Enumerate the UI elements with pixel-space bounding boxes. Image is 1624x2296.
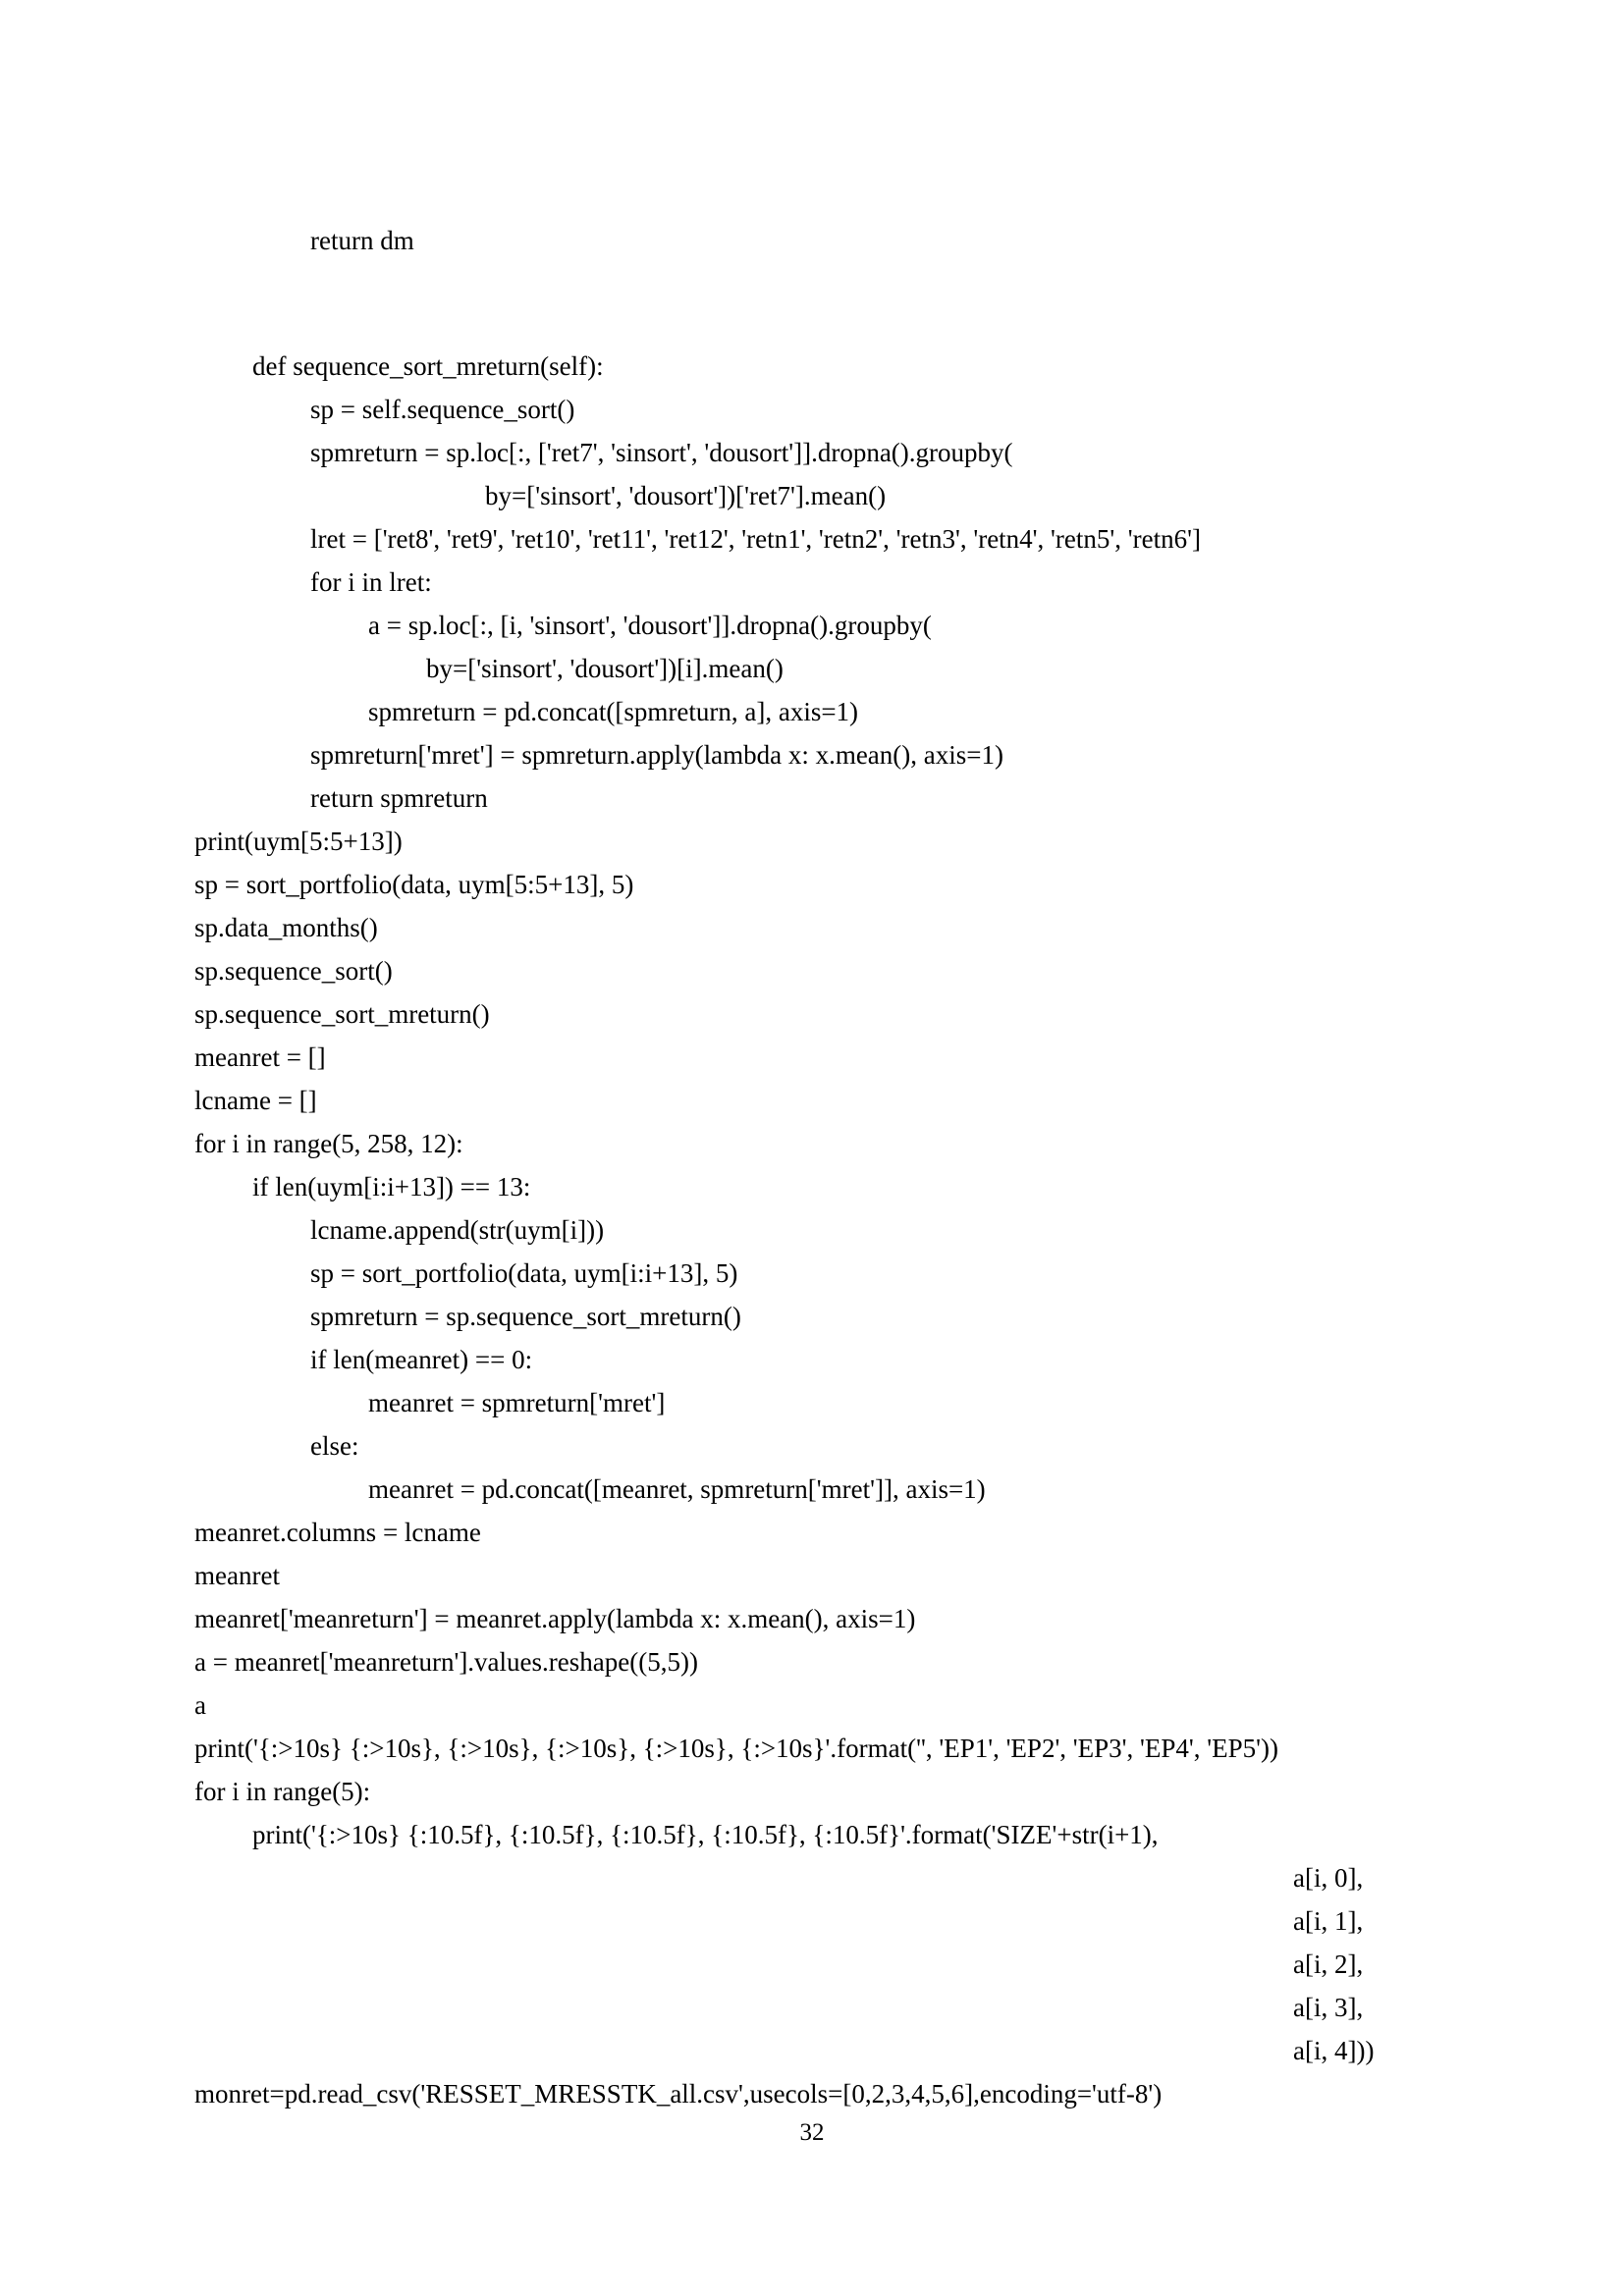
code-line: return dm <box>310 226 414 255</box>
code-line: sp = sort_portfolio(data, uym[i:i+13], 5) <box>310 1258 738 1288</box>
code-line: a = sp.loc[:, [i, 'sinsort', 'dousort']].dropna().groupby( <box>368 611 932 640</box>
code-line: by=['sinsort', 'dousort'])[i].mean() <box>426 654 784 683</box>
code-line: lret = ['ret8', 'ret9', 'ret10', 'ret11', 'ret12', 'retn1', 'retn2', 'retn3', 'retn4', 'retn5', 'retn6'] <box>310 524 1201 554</box>
code-line: a = meanret['meanreturn'].values.reshape((5,5)) <box>194 1647 698 1677</box>
code-line: if len(uym[i:i+13]) == 13: <box>252 1172 531 1201</box>
code-line: meanret['meanreturn'] = meanret.apply(lambda x: x.mean(), axis=1) <box>194 1604 916 1633</box>
code-line: sp.sequence_sort_mreturn() <box>194 999 490 1029</box>
code-line: print('{:>10s} {:>10s}, {:>10s}, {:>10s}, {:>10s}, {:>10s}'.format('', 'EP1', 'EP2', 'EP3', 'EP4', 'EP5')) <box>194 1734 1279 1763</box>
code-line: if len(meanret) == 0: <box>310 1345 533 1374</box>
code-line: a[i, 4])) <box>1293 2036 1375 2065</box>
code-line: meanret = [] <box>194 1042 326 1072</box>
code-line: def sequence_sort_mreturn(self): <box>252 351 604 381</box>
code-line: sp.data_months() <box>194 913 378 942</box>
code-line: spmreturn['mret'] = spmreturn.apply(lambda x: x.mean(), axis=1) <box>310 740 1003 770</box>
code-line: a[i, 0], <box>1293 1863 1364 1893</box>
code-line: for i in range(5): <box>194 1777 371 1806</box>
code-line: a[i, 2], <box>1293 1949 1364 1979</box>
code-line: lcname = [] <box>194 1086 317 1115</box>
code-line: return spmreturn <box>310 783 488 813</box>
code-line: lcname.append(str(uym[i])) <box>310 1215 605 1245</box>
code-line: print('{:>10s} {:10.5f}, {:10.5f}, {:10.5f}, {:10.5f}, {:10.5f}'.format('SIZE'+str(i+1), <box>252 1820 1159 1849</box>
code-line: for i in range(5, 258, 12): <box>194 1129 463 1158</box>
code-line: a <box>194 1690 206 1720</box>
code-line: meanret <box>194 1561 280 1590</box>
code-line: sp.sequence_sort() <box>194 956 393 986</box>
code-line: spmreturn = sp.loc[:, ['ret7', 'sinsort', 'dousort']].dropna().groupby( <box>310 438 1013 467</box>
code-line: spmreturn = sp.sequence_sort_mreturn() <box>310 1302 741 1331</box>
code-line: sp = sort_portfolio(data, uym[5:5+13], 5) <box>194 870 634 899</box>
code-line: a[i, 3], <box>1293 1993 1364 2022</box>
code-line: a[i, 1], <box>1293 1906 1364 1936</box>
code-line: spmreturn = pd.concat([spmreturn, a], axis=1) <box>368 697 859 726</box>
code-line: meanret = spmreturn['mret'] <box>368 1388 666 1417</box>
code-line: print(uym[5:5+13]) <box>194 827 403 856</box>
code-line: by=['sinsort', 'dousort'])['ret7'].mean() <box>485 481 887 510</box>
page-number: 32 <box>799 2119 825 2146</box>
code-line: else: <box>310 1431 359 1461</box>
code-line: for i in lret: <box>310 567 432 597</box>
code-line: meanret.columns = lcname <box>194 1518 481 1547</box>
code-line: sp = self.sequence_sort() <box>310 395 575 424</box>
code-line: meanret = pd.concat([meanret, spmreturn['mret']], axis=1) <box>368 1474 986 1504</box>
code-line: monret=pd.read_csv('RESSET_MRESSTK_all.csv',usecols=[0,2,3,4,5,6],encoding='utf-8') <box>194 2079 1163 2109</box>
